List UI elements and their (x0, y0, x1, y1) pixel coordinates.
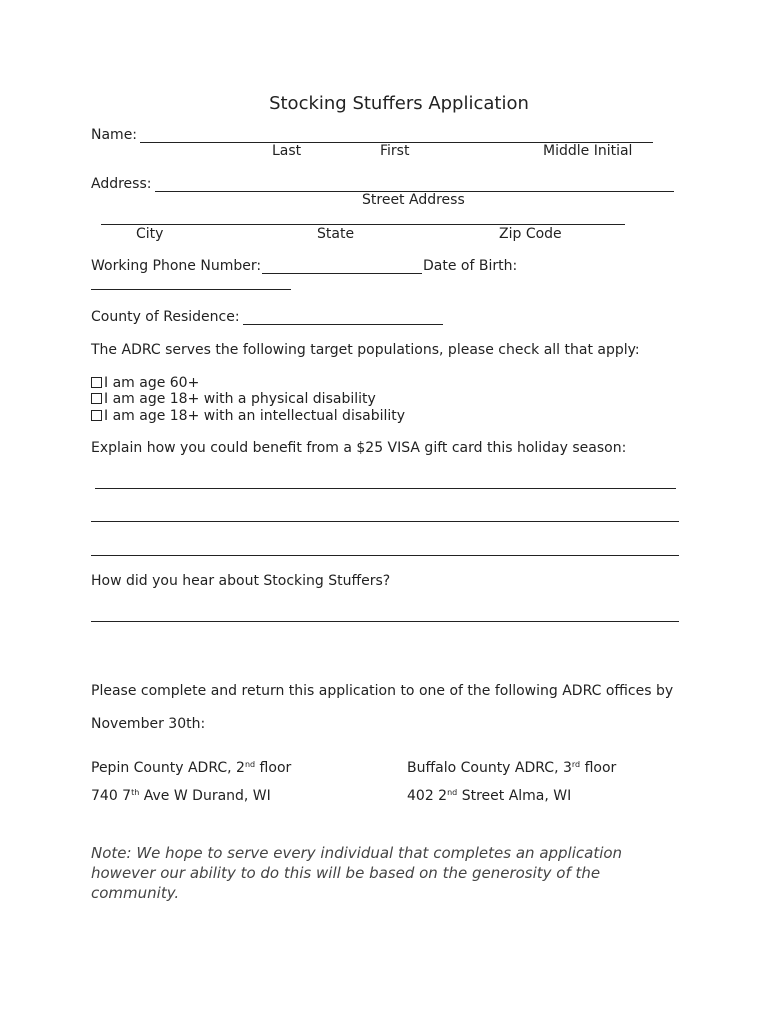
return-instructions-line2: November 30th: (91, 716, 206, 732)
hear-question: How did you hear about Stocking Stuffers? (91, 573, 391, 589)
name-sub-middle-initial: Middle Initial (543, 143, 633, 159)
buffalo-office-name: Buffalo County ADRC, 3rd floor (407, 760, 617, 776)
note-text: Note: We hope to serve every individual that completes an application however our ability to do this will be based on the generosity of the community. (91, 844, 623, 902)
address-sub-street: Street Address (362, 192, 465, 208)
county-label: County of Residence: (91, 309, 240, 325)
name-label: Name: (91, 127, 138, 143)
benefit-question: Explain how you could benefit from a $25 VISA gift card this holiday season: (91, 440, 627, 456)
county-input-line[interactable] (243, 324, 443, 325)
city-state-zip-input-line[interactable] (101, 224, 625, 225)
address-label: Address: (91, 176, 152, 192)
name-sub-first: First (380, 143, 410, 159)
checkbox-option[interactable] (91, 408, 405, 425)
checkbox-icon[interactable] (91, 377, 102, 388)
checkbox-option[interactable] (91, 375, 199, 392)
pepin-office-name: Pepin County ADRC, 2nd floor (91, 760, 292, 776)
page-title: Stocking Stuffers Application (269, 93, 529, 114)
buffalo-office-address: 402 2nd Street Alma, WI (407, 788, 572, 804)
address-sub-city: City (136, 226, 164, 242)
checkbox-icon[interactable] (91, 393, 102, 404)
return-instructions-line1: Please complete and return this application to one of the following ADRC offices by (91, 683, 674, 699)
hear-answer-line[interactable] (91, 621, 679, 622)
name-sub-last: Last (272, 143, 302, 159)
checkbox-option[interactable] (91, 391, 376, 408)
dob-input-line[interactable] (91, 289, 291, 290)
phone-label: Working Phone Number: (91, 258, 262, 274)
checkbox-option-label: I am age 18+ with a physical disability (104, 391, 376, 407)
target-populations-prompt: The ADRC serves the following target populations, please check all that apply: (91, 342, 640, 358)
benefit-answer-line-1[interactable] (95, 488, 676, 489)
address-sub-state: State (317, 226, 355, 242)
address-sub-zip: Zip Code (499, 226, 562, 242)
dob-label: Date of Birth: (423, 258, 518, 274)
benefit-answer-line-3[interactable] (91, 555, 679, 556)
checkbox-option-label: I am age 60+ (104, 375, 200, 391)
checkbox-icon[interactable] (91, 410, 102, 421)
checkbox-option-label: I am age 18+ with an intellectual disability (104, 408, 406, 424)
phone-input-line[interactable] (262, 273, 422, 274)
benefit-answer-line-2[interactable] (91, 521, 679, 522)
pepin-office-address: 740 7th Ave W Durand, WI (91, 788, 271, 804)
